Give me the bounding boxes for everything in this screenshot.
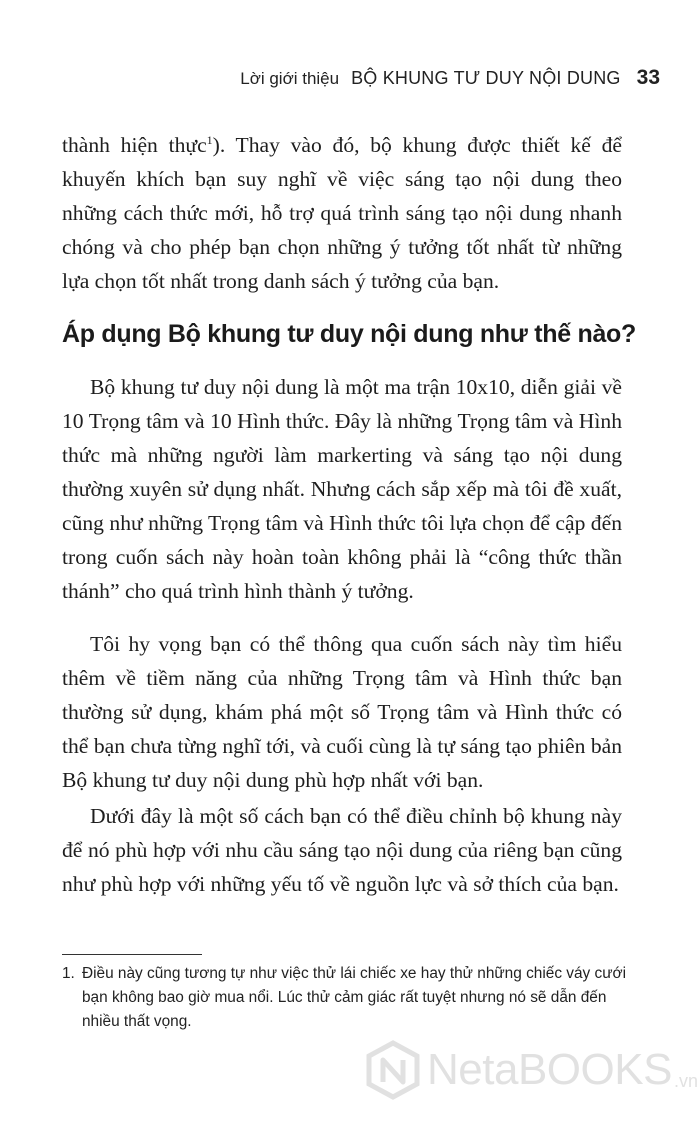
footnote-divider [62,954,202,955]
header-chapter-title: BỘ KHUNG TƯ DUY NỘI DUNG [351,68,621,88]
section-heading: Áp dụng Bộ khung tư duy nội dung như thế nào? [62,320,636,348]
paragraph-1-start: thành hiện thực [62,133,207,157]
paragraph-2: Bộ khung tư duy nội dung là một ma trận 10x10, diễn giải về 10 Trọng tâm và 10 Hình thức. Đây là những Trọng tâm và Hình thức mà những người làm markerting và sáng tạo nội dung thường xuyên sử dụng nhất. Nhưng cách sắp xếp mà tôi đề xuất, cũng như những Trọng tâm và Hình thức tôi lựa chọn để cập đến trong cuốn sách này hoàn toàn không phải là “công thức thần thánh” cho quá trình hình thành ý tưởng. [62,375,622,603]
hexagon-n-logo-icon [365,1040,421,1100]
footnote-text: Điều này cũng tương tự như việc thử lái chiếc xe hay thử những chiếc váy cưới bạn không bao giờ mua nổi. Lúc thử cảm giác rất tuyệt nhưng nó sẽ dẫn đến nhiều thất vọng. [82,965,627,1030]
watermark-text: NetaBOOKS [427,1045,672,1094]
paragraph-3: Tôi hy vọng bạn có thể thông qua cuốn sách này tìm hiểu thêm về tiềm năng của những Trọng tâm và Hình thức bạn thường sử dụng, khám phá một số Trọng tâm và Hình thức có thể bạn chưa từng nghĩ tới, và cuối cùng là tự sáng tạo phiên bản Bộ khung tư duy nội dung phù hợp nhất với bạn. [62,632,622,792]
page-number: 33 [636,66,660,89]
header-section-title: Lời giới thiệu [240,69,340,88]
footnote-number: 1. [62,965,75,982]
publisher-watermark [365,1040,698,1100]
paragraph-1-rest: ). Thay vào đó, bộ khung được thiết kế để khuyến khích bạn suy nghĩ về việc sáng tạo nội dung theo những cách thức mới, hỗ trợ quá trình sáng tạo nội dung nhanh chóng và cho phép bạn chọn những ý tưởng tốt nhất từ những lựa chọn tốt nhất trong danh sách ý tưởng của bạn. [62,133,622,293]
paragraph-continued [62,128,622,298]
watermark-tld: .vn [673,1071,698,1091]
footnote [62,962,628,1034]
footnote-ref: 1 [206,132,213,147]
paragraph-4: Dưới đây là một số cách bạn có thể điều chỉnh bộ khung này để nó phù hợp với nhu cầu sáng tạo nội dung của riêng bạn cũng như phù hợp với những yếu tố về nguồn lực và sở thích của bạn. [62,804,622,896]
running-header [240,66,660,90]
